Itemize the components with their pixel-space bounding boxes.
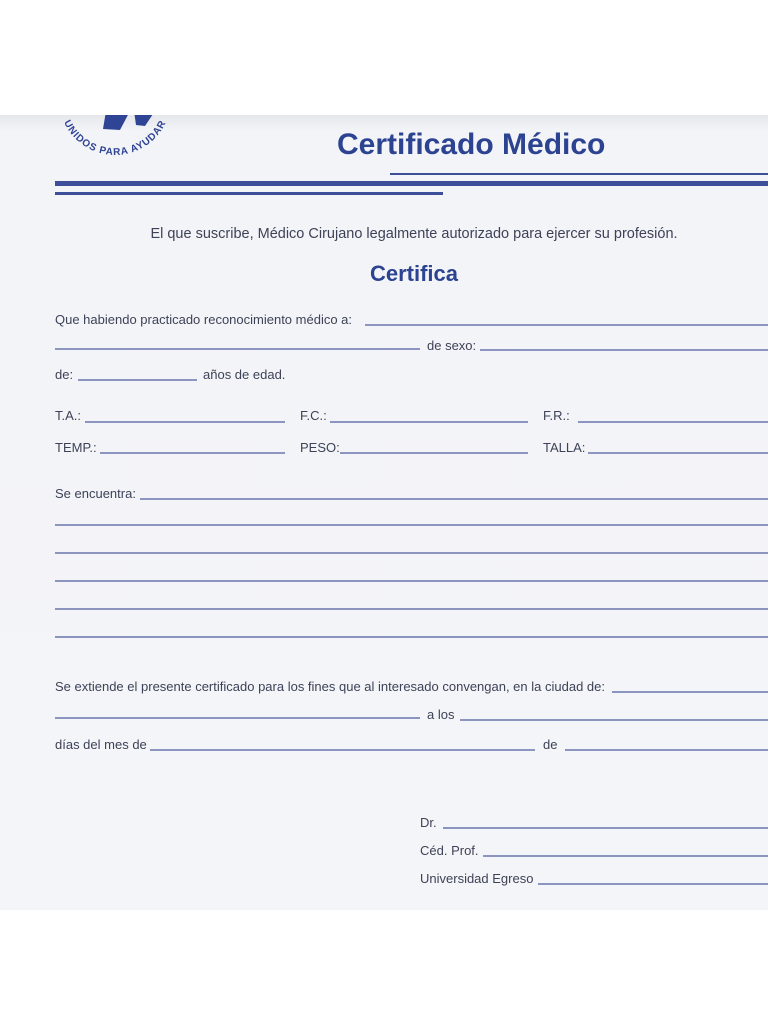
temp-line (100, 452, 285, 454)
document-title: Certificado Médico (337, 128, 606, 161)
license-line (483, 855, 768, 857)
doctor-label: Dr. (420, 815, 437, 830)
peso-line (340, 452, 528, 454)
license-label: Céd. Prof. (420, 843, 479, 858)
university-label: Universidad Egreso (420, 871, 534, 886)
header-rule-top (390, 173, 768, 175)
sex-label: de sexo: (427, 338, 477, 353)
talla-line (588, 452, 768, 454)
emblem-icon (103, 115, 155, 130)
fr-line (578, 421, 768, 423)
exam-label: Que habiendo practicado reconocimiento médico a: (55, 312, 353, 327)
month-line (150, 749, 535, 751)
patient-name-line-2 (55, 348, 420, 350)
header-rule-short (55, 192, 443, 195)
fc-label: F.C.: (300, 408, 327, 423)
month-label: días del mes de (55, 737, 147, 752)
condition-line-2 (55, 524, 768, 526)
organization-logo (40, 115, 190, 165)
logo-arc-text: UNIDOS PARA AYUDAR (61, 118, 169, 159)
city-line-2 (55, 717, 420, 719)
age-prefix-label: de: (55, 367, 74, 382)
ta-line (85, 421, 285, 423)
condition-line-6 (55, 636, 768, 638)
day-line (460, 719, 768, 721)
age-suffix-label: años de edad. (203, 367, 286, 382)
temp-label: TEMP.: (55, 440, 97, 455)
peso-label: PESO: (300, 440, 340, 455)
sex-line (480, 349, 768, 351)
doctor-line (443, 827, 768, 829)
city-line (612, 691, 768, 693)
patient-name-line (365, 324, 768, 326)
condition-line-5 (55, 608, 768, 610)
condition-line-4 (55, 580, 768, 582)
condition-line (140, 498, 768, 500)
day-label: a los (427, 707, 455, 722)
certificate-paper (0, 115, 768, 910)
year-line (565, 749, 768, 751)
condition-label: Se encuentra: (55, 486, 136, 501)
fc-line (330, 421, 528, 423)
year-label: de (543, 737, 558, 752)
fr-label: F.R.: (543, 408, 570, 423)
talla-label: TALLA: (543, 440, 586, 455)
city-label: Se extiende el presente certificado para los fines que al interesado convengan, en la ciudad de: (55, 679, 605, 694)
age-line (78, 379, 197, 381)
intro-statement: El que suscribe, Médico Cirujano legalmente autorizado para ejercer su profesión. (150, 226, 678, 242)
section-title: Certifica (369, 261, 459, 286)
ta-label: T.A.: (55, 408, 82, 423)
university-line (538, 883, 768, 885)
condition-line-3 (55, 552, 768, 554)
header-rule-thick (55, 181, 768, 186)
